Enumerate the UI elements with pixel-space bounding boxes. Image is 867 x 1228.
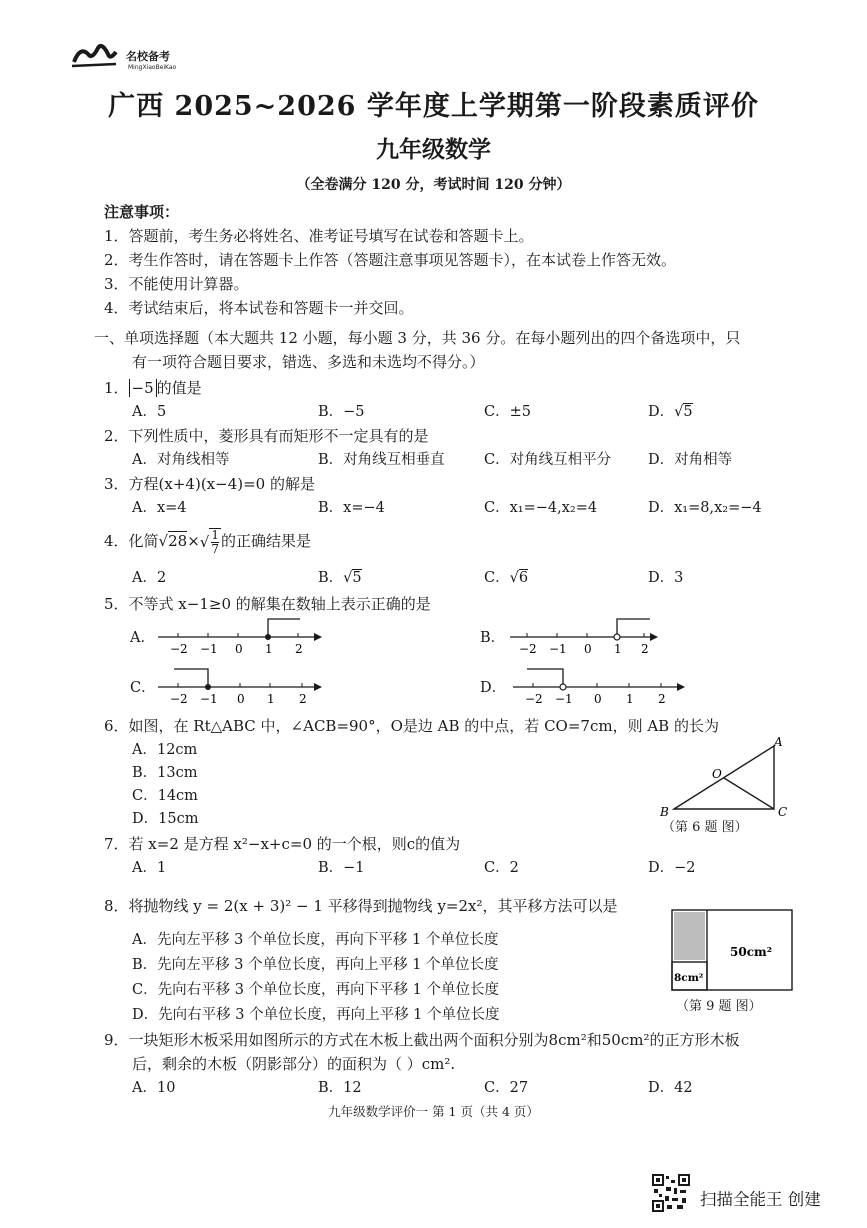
number-line-b xyxy=(502,615,682,655)
tick-label: 2 xyxy=(641,642,649,655)
shaded-remainder xyxy=(674,912,705,960)
q9-option-c: C．27 xyxy=(484,1080,529,1096)
big-square-label: 50cm² xyxy=(730,945,772,959)
tick-label: 0 xyxy=(584,642,592,655)
q7-option-a: A．1 xyxy=(132,860,167,876)
radicand: 5 xyxy=(683,404,693,420)
question-7: 7．若 x=2 是方程 x²−x+c=0 的一个根，则c的值为 xyxy=(104,835,461,853)
notice-item-3: 3．不能使用计算器。 xyxy=(104,275,249,293)
numerator: 1 xyxy=(211,528,219,542)
q6-option-a: A．12cm xyxy=(132,742,198,758)
tick-label: 1 xyxy=(267,692,275,705)
logo-subtitle: MingXiaoBeiKao xyxy=(128,64,177,71)
tick-label: −1 xyxy=(200,642,218,655)
point-label: O xyxy=(712,767,722,781)
number-line-d xyxy=(505,665,695,705)
median-co xyxy=(724,778,774,809)
question-number: 1． xyxy=(104,379,129,397)
number-line-c xyxy=(150,665,330,705)
solution-ray xyxy=(174,669,208,687)
number-line-a xyxy=(150,615,330,655)
q8-option-d: D．先向右平移 3 个单位长度，再向上平移 1 个单位长度 xyxy=(132,1007,500,1023)
tick-label: 1 xyxy=(614,642,622,655)
q9-figure-caption: （第 9 题 图） xyxy=(676,999,762,1014)
question-stem: 的正确结果是 xyxy=(220,532,311,550)
notice-heading: 注意事项： xyxy=(104,203,180,221)
question-5: 5．不等式 x−1≥0 的解集在数轴上表示正确的是 xyxy=(104,595,431,613)
small-square-label: 8cm² xyxy=(674,972,704,984)
tick-label: 0 xyxy=(235,642,243,655)
q6-option-c: C．14cm xyxy=(132,788,198,804)
tick-label: −2 xyxy=(519,642,537,655)
tick-label: −1 xyxy=(549,642,567,655)
q7-option-d: D．−2 xyxy=(648,860,696,876)
fraction xyxy=(209,528,221,556)
q3-option-a: A．x=4 xyxy=(132,500,187,516)
point-label: A xyxy=(774,736,783,749)
tick-label: 1 xyxy=(626,692,634,705)
q8-option-c: C．先向右平移 3 个单位长度，再向下平移 1 个单位长度 xyxy=(132,982,499,998)
question-stem: 的值是 xyxy=(156,379,202,397)
tick-label: 2 xyxy=(658,692,666,705)
q8-option-b: B．先向左平移 3 个单位长度，再向上平移 1 个单位长度 xyxy=(132,957,499,973)
q2-option-b: B．对角线互相垂直 xyxy=(318,452,445,468)
solution-ray xyxy=(527,669,563,687)
q9-option-b: B．12 xyxy=(318,1080,362,1096)
question-6: 6．如图，在 Rt△ABC 中，∠ACB=90°，O是边 AB 的中点，若 CO=7cm，则 AB 的长为 xyxy=(104,717,719,735)
tick-label: −2 xyxy=(525,692,543,705)
exam-note: （全卷满分 120 分，考试时间 120 分钟） xyxy=(296,177,571,193)
point-label: C xyxy=(778,805,788,819)
q1-option-a: A．5 xyxy=(132,404,167,420)
q6-option-d: D．15cm xyxy=(132,811,199,827)
radicand: 5 xyxy=(352,570,362,586)
option-label: C． xyxy=(484,570,510,586)
q5-option-d: D． xyxy=(480,680,507,696)
q2-option-a: A．对角线相等 xyxy=(132,452,230,468)
q6-triangle-figure xyxy=(654,736,794,820)
denominator: 7 xyxy=(211,542,219,556)
q8-option-a: A．先向左平移 3 个单位长度，再向下平移 1 个单位长度 xyxy=(132,932,499,948)
q7-option-c: C．2 xyxy=(484,860,519,876)
q6-option-b: B．13cm xyxy=(132,765,198,781)
question-8: 8．将抛物线 y = 2(x + 3)² − 1 平移得到抛物线 y=2x²，其平移方法可以是 xyxy=(104,897,618,915)
tick-label: 2 xyxy=(299,692,307,705)
notice-item-1: 1．答题前，考生务必将姓名、准考证号填写在试卷和答题卡上。 xyxy=(104,227,534,245)
question-number: 4．化简 xyxy=(104,532,159,550)
q3-option-d: D．x₁=8,x₂=−4 xyxy=(648,500,762,516)
absolute-value: −5 xyxy=(129,379,157,397)
radicand: 6 xyxy=(518,570,529,586)
q1-option-c: C．±5 xyxy=(484,404,531,420)
q3-option-c: C．x₁=−4,x₂=4 xyxy=(484,500,598,516)
q5-option-a: A． xyxy=(130,630,155,646)
radicand: 28 xyxy=(168,532,188,550)
q1-option-b: B．−5 xyxy=(318,404,365,420)
logo-name: 名校备考 xyxy=(126,50,170,63)
tick-label: 1 xyxy=(265,642,273,655)
q9-option-d: D．42 xyxy=(648,1080,693,1096)
tick-label: −2 xyxy=(170,692,188,705)
tick-label: −1 xyxy=(555,692,573,705)
notice-item-2: 2．考生作答时，请在答题卡上作答（答题注意事项见答题卡），在本试卷上作答无效。 xyxy=(104,251,677,269)
question-9: 9．一块矩形木板采用如图所示的方式在木板上截出两个面积分别为8cm²和50cm²的正方形木板 xyxy=(104,1031,740,1049)
page-footer: 九年级数学评价一 第 1 页（共 4 页） xyxy=(328,1104,539,1119)
q6-figure-caption: （第 6 题 图） xyxy=(662,820,748,835)
question-4: 4．化简√28×√ $\frac{1}{7}$ 的正确结果是 xyxy=(104,528,311,556)
q9-board-figure xyxy=(670,908,796,992)
q2-option-c: C．对角线互相平分 xyxy=(484,452,612,468)
option-label: D． xyxy=(648,404,675,420)
tick-label: 2 xyxy=(295,642,303,655)
exam-title: 广西 2025~2026 学年度上学期第一阶段素质评价 xyxy=(108,91,759,122)
question-2: 2．下列性质中，菱形具有而矩形不一定具有的是 xyxy=(104,427,429,445)
section-1-intro-cont: 有一项符合题目要求，错选、多选和未选均不得分。） xyxy=(132,353,485,371)
solution-ray xyxy=(617,619,650,637)
q4-option-b: B．√5 xyxy=(318,570,362,586)
q4-option-a: A．2 xyxy=(132,570,167,586)
scanner-watermark: 扫描全能王 创建 xyxy=(700,1190,821,1209)
q5-option-c: C． xyxy=(130,680,156,696)
question-3: 3．方程(x+4)(x−4)=0 的解是 xyxy=(104,475,315,493)
question-9-cont: 后，剩余的木板（阴影部分）的面积为（ ）cm². xyxy=(132,1055,456,1073)
q3-option-b: B．x=−4 xyxy=(318,500,385,516)
q2-option-d: D．对角相等 xyxy=(648,452,733,468)
tick-label: 0 xyxy=(237,692,245,705)
q9-option-a: A．10 xyxy=(132,1080,176,1096)
open-dot xyxy=(560,684,566,690)
q4-option-c: C．√6 xyxy=(484,570,529,586)
option-label: B． xyxy=(318,570,344,586)
notice-item-4: 4．考试结束后，将本试卷和答题卡一并交回。 xyxy=(104,299,414,317)
question-1 xyxy=(104,378,202,398)
open-dot xyxy=(614,634,620,640)
closed-dot xyxy=(265,634,271,640)
qr-code-icon xyxy=(652,1174,690,1212)
q5-option-b: B． xyxy=(480,630,506,646)
point-label: B xyxy=(660,805,669,819)
times-sign: × xyxy=(187,532,200,550)
tick-label: 0 xyxy=(594,692,602,705)
tick-label: −1 xyxy=(200,692,218,705)
solution-ray xyxy=(268,619,300,637)
section-1-intro: 一、单项选择题（本大题共 12 小题，每小题 3 分，共 36 分。在每小题列出的四个备选项中，只 xyxy=(94,329,741,347)
q4-option-d: D．3 xyxy=(648,570,684,586)
q7-option-b: B．−1 xyxy=(318,860,365,876)
tick-label: −2 xyxy=(170,642,188,655)
closed-dot xyxy=(205,684,211,690)
exam-subject: 九年级数学 xyxy=(376,136,491,163)
q1-option-d: D．√5 xyxy=(648,404,693,420)
